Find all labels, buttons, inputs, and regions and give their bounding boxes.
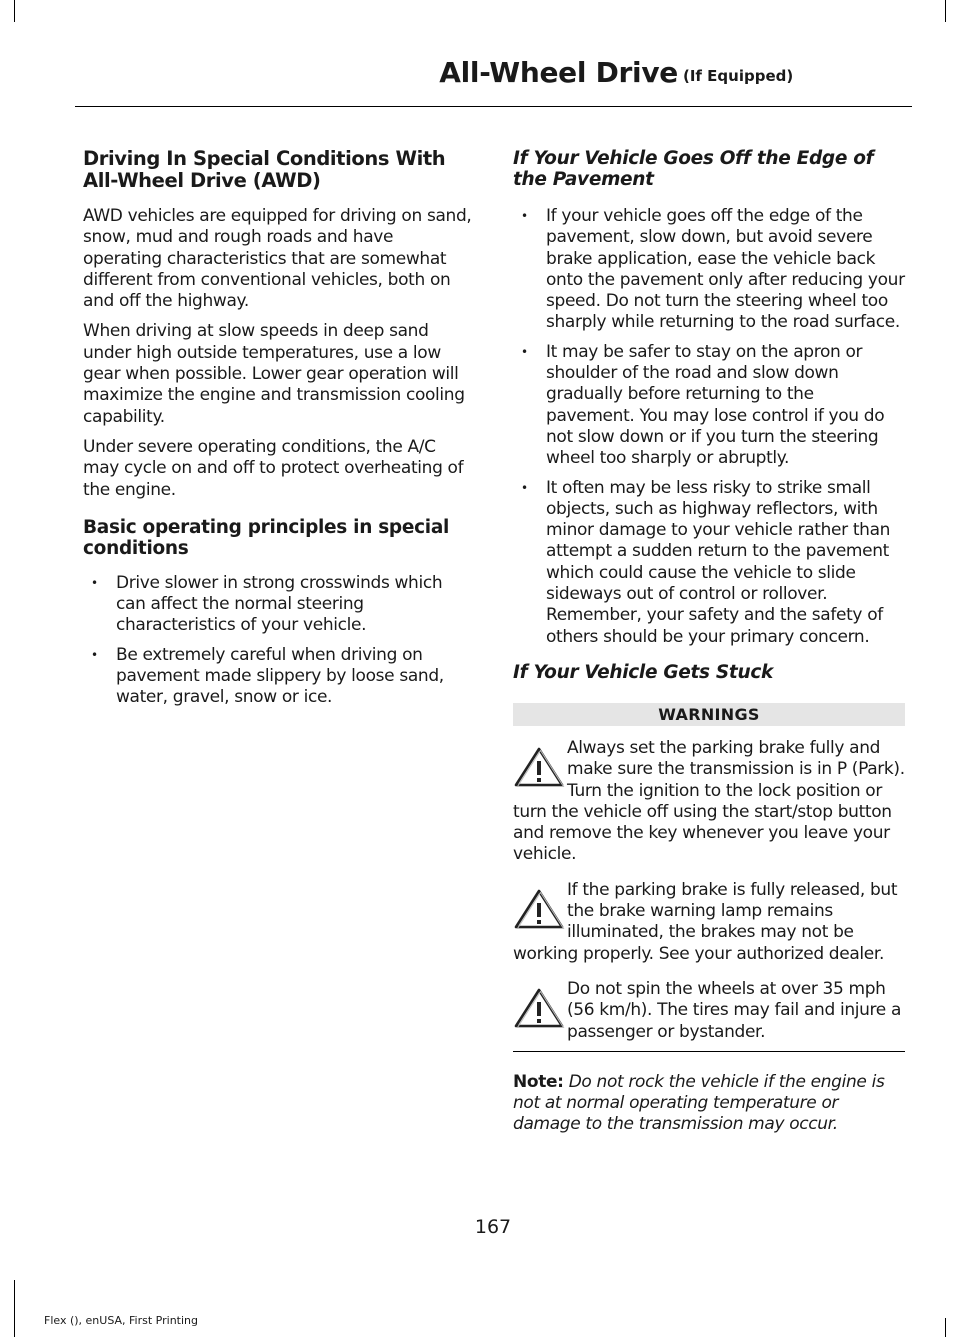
note xyxy=(513,1072,905,1136)
footer-text: Flex (), enUSA, First Printing xyxy=(44,1314,198,1327)
right-column xyxy=(513,148,905,1136)
paragraph: Under severe operating conditions, the A/C may cycle on and off to protect overheating of the engine. xyxy=(83,436,464,500)
warning-item: If the parking brake is fully released, but the brake warning lamp remains illuminated, the brakes may not be working properly. See your authorized dealer. xyxy=(513,879,898,964)
page-section-subtitle: (If Equipped) xyxy=(683,67,794,85)
paragraph: When driving at slow speeds in deep sand under high outside temperatures, use a low gear when possible. Lower gear operation will maximize the engine and transmission cooling capability. xyxy=(83,321,465,427)
note-label: Note: xyxy=(513,1071,564,1092)
bullet-list xyxy=(83,573,475,709)
list-item: • It may be safer to stay on the apron or shoulder of the road and slow down gradually before returning to the pavement. You may lose control if you do not slow down or if you turn the steering wheel too sharply or abruptly. xyxy=(521,341,885,469)
crop-mark xyxy=(14,1280,15,1337)
bullet-list xyxy=(513,206,905,648)
section-heading-off-pavement: If Your Vehicle Goes Off the Edge of the Pavement xyxy=(513,148,874,190)
bullet-icon: • xyxy=(521,344,528,359)
warnings-divider xyxy=(513,1051,905,1052)
left-column xyxy=(83,148,475,723)
list-item: • Be extremely careful when driving on pavement made slippery by loose sand, water, gravel, snow or ice. xyxy=(91,644,444,708)
crop-mark xyxy=(945,0,946,22)
section-heading-awd: Driving In Special Conditions With All-Wheel Drive (AWD) xyxy=(83,147,446,192)
warning-item: Do not spin the wheels at over 35 mph (56 km/h). The tires may fail and injure a passenger or bystander. xyxy=(513,979,905,1043)
list-item: • It often may be less risky to strike small objects, such as highway reflectors, with minor damage to your vehicle rather than attempt a sudden return to the pavement which could cause the vehicle to slide sideways out of control or rollover. Remember, your safety and the safety of others should be your primary concern. xyxy=(521,477,891,647)
list-item: • If your vehicle goes off the edge of the pavement, slow down, but avoid severe brake application, ease the vehicle back onto the pavement only after reducing your speed. Do not turn the steering wheel too sharply while returning to the road surface. xyxy=(521,206,905,333)
section-heading-stuck: If Your Vehicle Gets Stuck xyxy=(513,661,773,683)
subheading-basic-principles: Basic operating principles in special conditions xyxy=(83,516,450,559)
warning-triangle-icon xyxy=(513,886,565,932)
list-item: • Drive slower in strong crosswinds which can affect the normal steering characteristics of your vehicle. xyxy=(91,572,443,636)
page-section-title: All-Wheel Drive xyxy=(439,56,678,89)
warnings-header: WARNINGS xyxy=(513,703,905,726)
header-divider xyxy=(75,106,912,107)
crop-mark xyxy=(14,0,15,22)
bullet-icon: • xyxy=(91,575,98,590)
warning-triangle-icon xyxy=(513,985,565,1031)
note-text: Do not rock the vehicle if the engine is not at normal operating temperature or damage to the transmission may occur. xyxy=(513,1071,885,1135)
bullet-icon: • xyxy=(521,209,528,223)
warning-item: Always set the parking brake fully and make sure the transmission is in P (Park). Turn the ignition to the lock position or turn the vehicle off using the start/stop button and remove the key whenever you leave your vehicle. xyxy=(513,737,905,865)
page-number: 167 xyxy=(474,1216,512,1238)
paragraph: AWD vehicles are equipped for driving on sand, snow, mud and rough roads and have operating characteristics that are somewhat different from conventional vehicles, both on and off the highway. xyxy=(83,206,472,312)
crop-mark xyxy=(945,1318,946,1337)
warning-triangle-icon xyxy=(513,744,565,790)
bullet-icon: • xyxy=(91,647,98,662)
bullet-icon: • xyxy=(521,480,528,495)
